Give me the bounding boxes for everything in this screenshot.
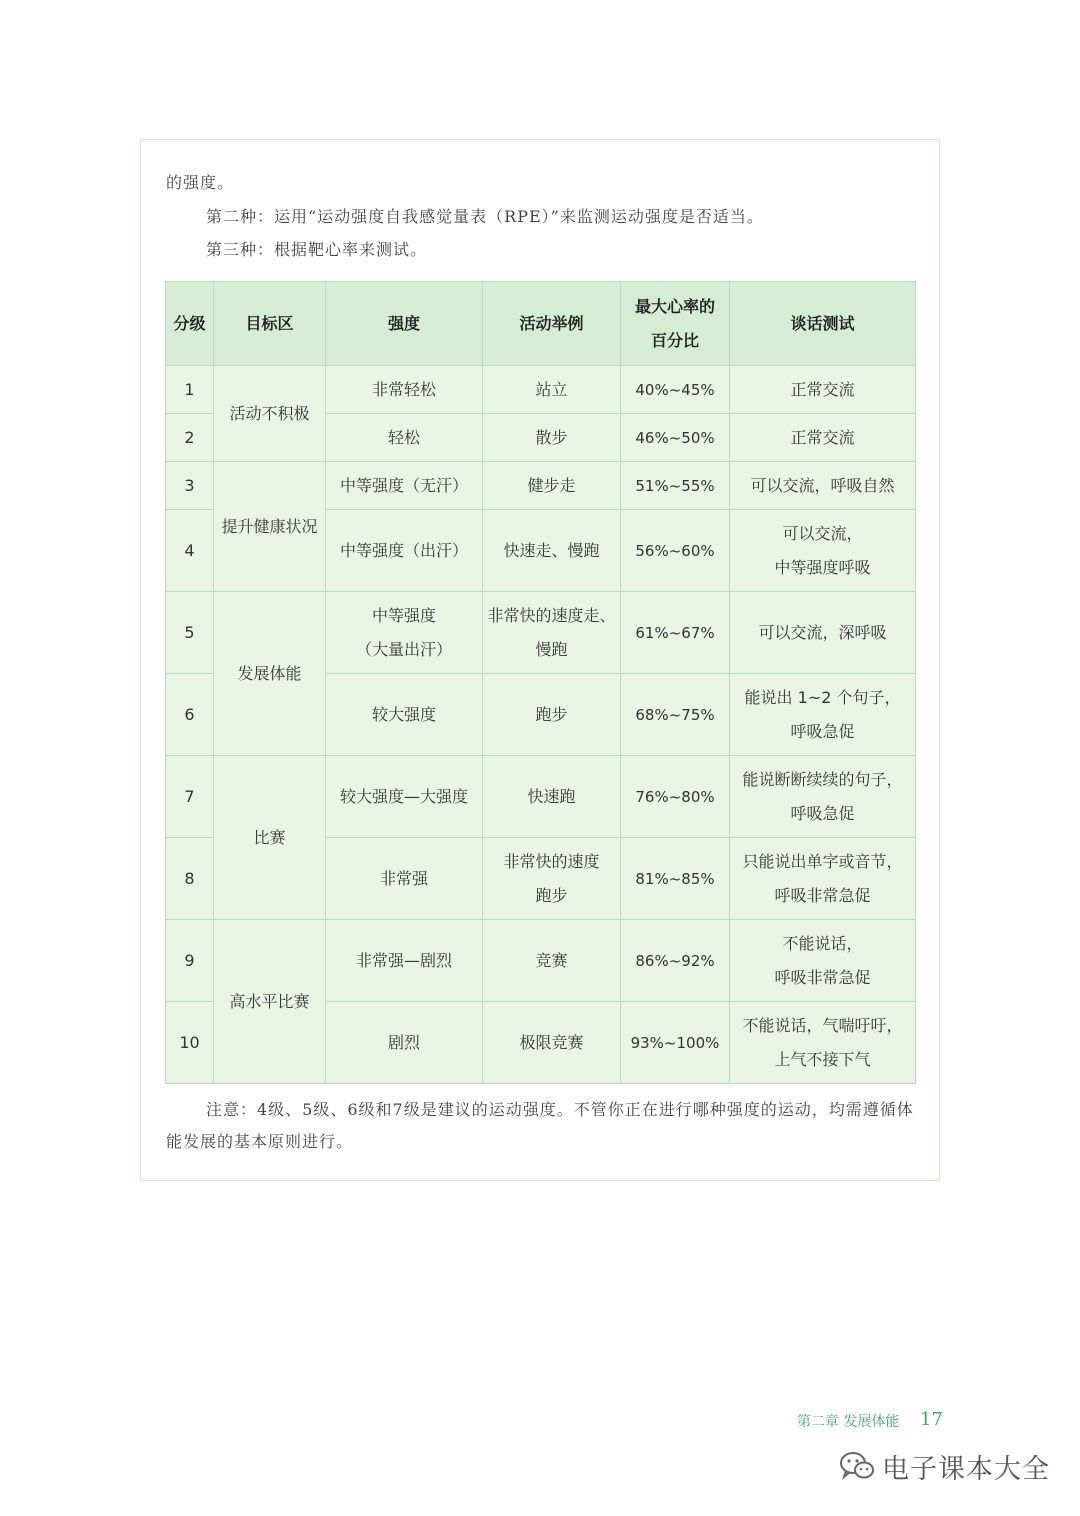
talk-line: 可以交流，呼吸自然 xyxy=(750,475,895,495)
percent-cell: 56%~60% xyxy=(621,510,730,592)
level-cell: 6 xyxy=(166,674,214,756)
zone-cell: 高水平比赛 xyxy=(214,920,326,1084)
intensity-line: 非常强—剧烈 xyxy=(355,950,452,970)
footer-chapter-title: 第二章 发展体能 xyxy=(797,1414,900,1430)
percent-cell: 86%~92% xyxy=(621,920,730,1002)
talk-test-cell xyxy=(730,366,916,414)
intensity-cell xyxy=(326,1002,483,1084)
percent-cell: 93%~100% xyxy=(621,1002,730,1084)
activity-cell xyxy=(483,462,621,510)
intensity-line: 中等强度（无汗） xyxy=(339,475,468,495)
header-max-heart-rate xyxy=(621,282,730,366)
table-row xyxy=(166,366,916,414)
zone-cell: 比赛 xyxy=(214,756,326,920)
intensity-line: 剧烈 xyxy=(387,1032,420,1052)
percent-cell: 76%~80% xyxy=(621,756,730,838)
talk-line: 可以交流， xyxy=(782,523,863,543)
talk-line: 正常交流 xyxy=(790,427,855,447)
talk-test-cell xyxy=(730,462,916,510)
level-cell: 3 xyxy=(166,462,214,510)
intensity-line: 轻松 xyxy=(387,427,420,447)
header-max-heart-rate-line-2: 百分比 xyxy=(650,330,699,350)
intensity-cell xyxy=(326,920,483,1002)
header-max-heart-rate-line-1: 最大心率的 xyxy=(634,296,715,316)
activity-line: 非常快的速度 xyxy=(503,851,600,871)
activity-line: 快速跑 xyxy=(527,786,576,806)
activity-cell xyxy=(483,756,621,838)
level-cell: 7 xyxy=(166,756,214,838)
intensity-line: 较大强度—大强度 xyxy=(339,786,468,806)
intensity-line: 中等强度（出汗） xyxy=(339,540,468,560)
talk-test-cell xyxy=(730,674,916,756)
level-cell: 8 xyxy=(166,838,214,920)
talk-line: 中等强度呼吸 xyxy=(774,557,871,577)
table-row xyxy=(166,462,916,510)
table-row xyxy=(166,920,916,1002)
intensity-cell xyxy=(326,674,483,756)
wechat-icon xyxy=(838,1450,876,1482)
intensity-line: （大量出汗） xyxy=(355,639,452,659)
header-talk-test: 谈话测试 xyxy=(730,282,916,366)
activity-line: 健步走 xyxy=(527,475,576,495)
level-cell: 5 xyxy=(166,592,214,674)
activity-line: 非常快的速度走、 xyxy=(487,605,616,625)
percent-cell: 68%~75% xyxy=(621,674,730,756)
talk-test-cell xyxy=(730,510,916,592)
table-row xyxy=(166,756,916,838)
talk-test-cell xyxy=(730,1002,916,1084)
talk-line: 只能说出单字或音节， xyxy=(742,851,903,871)
intro-line-3: 第三种：根据靶心率来测试。 xyxy=(206,240,428,259)
intensity-cell xyxy=(326,414,483,462)
talk-test-cell xyxy=(730,414,916,462)
intensity-line: 非常强 xyxy=(379,868,428,888)
activity-cell xyxy=(483,674,621,756)
level-cell: 10 xyxy=(166,1002,214,1084)
intensity-cell xyxy=(326,756,483,838)
talk-test-cell xyxy=(730,592,916,674)
header-level: 分级 xyxy=(166,282,214,366)
talk-line: 呼吸急促 xyxy=(790,803,855,823)
intensity-line: 中等强度 xyxy=(371,605,436,625)
talk-line: 上气不接下气 xyxy=(774,1049,871,1069)
talk-line: 正常交流 xyxy=(790,379,855,399)
zone-cell: 提升健康状况 xyxy=(214,462,326,592)
talk-line: 呼吸非常急促 xyxy=(774,885,871,905)
talk-line: 能说出 1~2 个句子， xyxy=(744,687,901,707)
intensity-line: 较大强度 xyxy=(371,704,436,724)
activity-cell xyxy=(483,510,621,592)
header-zone: 目标区 xyxy=(214,282,326,366)
activity-line: 极限竞赛 xyxy=(519,1032,584,1052)
activity-line: 跑步 xyxy=(535,704,568,724)
activity-line: 跑步 xyxy=(535,885,568,905)
activity-line: 散步 xyxy=(535,427,568,447)
intensity-cell xyxy=(326,592,483,674)
level-cell: 4 xyxy=(166,510,214,592)
intensity-cell xyxy=(326,462,483,510)
percent-cell: 61%~67% xyxy=(621,592,730,674)
talk-line: 可以交流，深呼吸 xyxy=(758,622,887,642)
activity-cell xyxy=(483,592,621,674)
talk-line: 不能说话， xyxy=(782,933,863,953)
activity-cell xyxy=(483,1002,621,1084)
percent-cell: 46%~50% xyxy=(621,414,730,462)
level-cell: 9 xyxy=(166,920,214,1002)
intensity-cell xyxy=(326,510,483,592)
percent-cell: 81%~85% xyxy=(621,838,730,920)
activity-cell xyxy=(483,366,621,414)
intro-line-1: 的强度。 xyxy=(166,173,235,192)
intensity-cell xyxy=(326,838,483,920)
activity-cell xyxy=(483,838,621,920)
header-activity: 活动举例 xyxy=(483,282,621,366)
percent-cell: 40%~45% xyxy=(621,366,730,414)
level-cell: 1 xyxy=(166,366,214,414)
table-header-row xyxy=(166,282,916,366)
note-paragraph: 注意：4级、5级、6级和7级是建议的运动强度。不管你正在进行哪种强度的运动，均需遵循体能发展的基本原则进行。 xyxy=(166,1100,914,1151)
exercise-intensity-table xyxy=(165,281,916,1084)
zone-cell: 发展体能 xyxy=(214,592,326,756)
table-row xyxy=(166,592,916,674)
header-intensity: 强度 xyxy=(326,282,483,366)
zone-cell: 活动不积极 xyxy=(214,366,326,462)
activity-cell xyxy=(483,920,621,1002)
talk-test-cell xyxy=(730,756,916,838)
activity-line: 慢跑 xyxy=(535,639,568,659)
intro-line-2: 第二种：运用“运动强度自我感觉量表（RPE）”来监测运动强度是否适当。 xyxy=(206,207,764,226)
intensity-line: 非常轻松 xyxy=(371,379,436,399)
intensity-cell xyxy=(326,366,483,414)
percent-cell: 51%~55% xyxy=(621,462,730,510)
talk-line: 不能说话，气喘吁吁， xyxy=(742,1015,903,1035)
talk-test-cell xyxy=(730,838,916,920)
watermark-text: 电子课本大全 xyxy=(882,1453,1050,1485)
activity-line: 快速走、慢跑 xyxy=(503,540,600,560)
level-cell: 2 xyxy=(166,414,214,462)
talk-line: 呼吸急促 xyxy=(790,721,855,741)
activity-line: 站立 xyxy=(535,379,568,399)
page-number: 17 xyxy=(920,1409,943,1430)
watermark xyxy=(838,1448,1050,1484)
talk-line: 能说断断续续的句子， xyxy=(742,769,903,789)
talk-line: 呼吸非常急促 xyxy=(774,967,871,987)
activity-cell xyxy=(483,414,621,462)
activity-line: 竞赛 xyxy=(535,950,568,970)
talk-test-cell xyxy=(730,920,916,1002)
